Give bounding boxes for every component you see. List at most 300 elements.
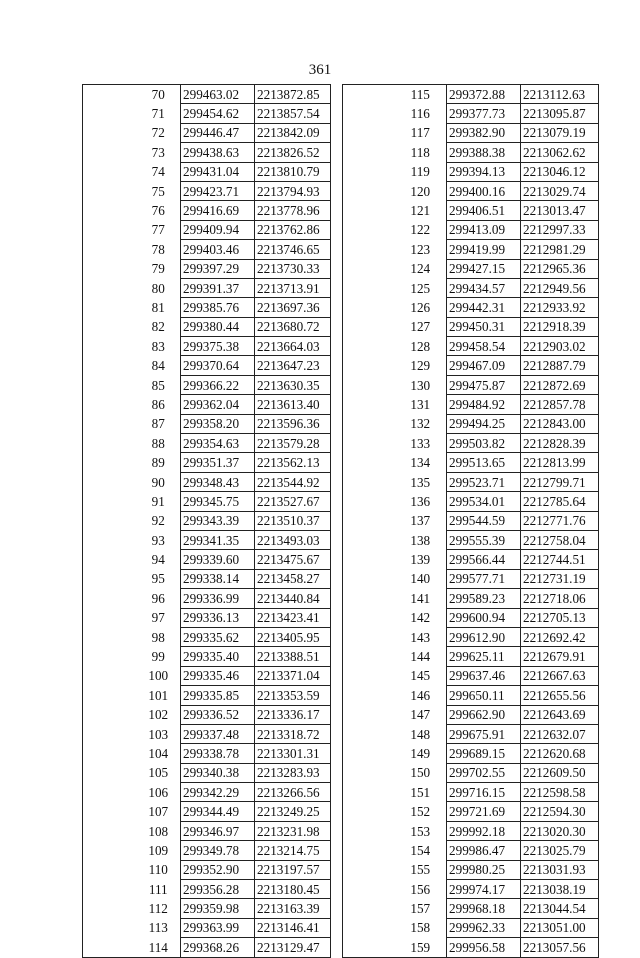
point-number-cell: 143 bbox=[395, 627, 447, 646]
blank-cell bbox=[343, 589, 395, 608]
blank-cell bbox=[83, 511, 137, 530]
table-row bbox=[343, 395, 599, 414]
x-coordinate-cell: 299349.78 bbox=[181, 841, 255, 860]
x-coordinate-cell: 299338.14 bbox=[181, 569, 255, 588]
table-row bbox=[343, 278, 599, 297]
x-coordinate-cell: 299980.25 bbox=[447, 860, 521, 879]
y-coordinate-cell: 2212594.30 bbox=[521, 802, 599, 821]
blank-cell bbox=[83, 375, 137, 394]
point-number-cell: 81 bbox=[137, 298, 181, 317]
point-number-cell: 117 bbox=[395, 123, 447, 142]
x-coordinate-cell: 299566.44 bbox=[447, 550, 521, 569]
table-row bbox=[343, 569, 599, 588]
point-number-cell: 79 bbox=[137, 259, 181, 278]
x-coordinate-cell: 299458.54 bbox=[447, 337, 521, 356]
y-coordinate-cell: 2213544.92 bbox=[255, 472, 331, 491]
x-coordinate-cell: 299423.71 bbox=[181, 181, 255, 200]
point-number-cell: 90 bbox=[137, 472, 181, 491]
point-number-cell: 118 bbox=[395, 143, 447, 162]
point-number-cell: 128 bbox=[395, 337, 447, 356]
blank-cell bbox=[83, 666, 137, 685]
point-number-cell: 74 bbox=[137, 162, 181, 181]
point-number-cell: 77 bbox=[137, 220, 181, 239]
x-coordinate-cell: 299450.31 bbox=[447, 317, 521, 336]
point-number-cell: 111 bbox=[137, 880, 181, 899]
table-row bbox=[343, 860, 599, 879]
table-row bbox=[83, 453, 331, 472]
x-coordinate-cell: 299484.92 bbox=[447, 395, 521, 414]
table-row bbox=[343, 240, 599, 259]
blank-cell bbox=[83, 569, 137, 588]
table-row bbox=[343, 589, 599, 608]
table-row bbox=[343, 608, 599, 627]
y-coordinate-cell: 2213057.56 bbox=[521, 938, 599, 957]
y-coordinate-cell: 2212692.42 bbox=[521, 627, 599, 646]
point-number-cell: 96 bbox=[137, 589, 181, 608]
x-coordinate-cell: 299513.65 bbox=[447, 453, 521, 472]
x-coordinate-cell: 299662.90 bbox=[447, 705, 521, 724]
y-coordinate-cell: 2212620.68 bbox=[521, 744, 599, 763]
y-coordinate-cell: 2212887.79 bbox=[521, 356, 599, 375]
point-number-cell: 127 bbox=[395, 317, 447, 336]
blank-cell bbox=[83, 337, 137, 356]
blank-cell bbox=[343, 356, 395, 375]
coordinate-table-right bbox=[342, 84, 599, 958]
blank-cell bbox=[83, 85, 137, 104]
table-row bbox=[83, 880, 331, 899]
table-row bbox=[343, 918, 599, 937]
blank-cell bbox=[83, 841, 137, 860]
table-row bbox=[83, 938, 331, 957]
x-coordinate-cell: 299356.28 bbox=[181, 880, 255, 899]
blank-cell bbox=[343, 627, 395, 646]
table-row bbox=[343, 724, 599, 743]
point-number-cell: 89 bbox=[137, 453, 181, 472]
y-coordinate-cell: 2212872.69 bbox=[521, 375, 599, 394]
y-coordinate-cell: 2213664.03 bbox=[255, 337, 331, 356]
x-coordinate-cell: 299442.31 bbox=[447, 298, 521, 317]
x-coordinate-cell: 299637.46 bbox=[447, 666, 521, 685]
x-coordinate-cell: 299341.35 bbox=[181, 530, 255, 549]
x-coordinate-cell: 299589.23 bbox=[447, 589, 521, 608]
y-coordinate-cell: 2213458.27 bbox=[255, 569, 331, 588]
point-number-cell: 124 bbox=[395, 259, 447, 278]
table-row bbox=[83, 201, 331, 220]
point-number-cell: 88 bbox=[137, 434, 181, 453]
point-number-cell: 138 bbox=[395, 530, 447, 549]
coordinate-table-left bbox=[82, 84, 331, 958]
blank-cell bbox=[343, 686, 395, 705]
blank-cell bbox=[343, 414, 395, 433]
blank-cell bbox=[343, 337, 395, 356]
y-coordinate-cell: 2213613.40 bbox=[255, 395, 331, 414]
point-number-cell: 132 bbox=[395, 414, 447, 433]
table-row bbox=[83, 724, 331, 743]
point-number-cell: 133 bbox=[395, 434, 447, 453]
y-coordinate-cell: 2213730.33 bbox=[255, 259, 331, 278]
table-row bbox=[83, 686, 331, 705]
x-coordinate-cell: 299431.04 bbox=[181, 162, 255, 181]
point-number-cell: 104 bbox=[137, 744, 181, 763]
point-number-cell: 86 bbox=[137, 395, 181, 414]
table-row bbox=[83, 414, 331, 433]
point-number-cell: 130 bbox=[395, 375, 447, 394]
y-coordinate-cell: 2213031.93 bbox=[521, 860, 599, 879]
table-row bbox=[83, 143, 331, 162]
x-coordinate-cell: 299413.09 bbox=[447, 220, 521, 239]
x-coordinate-cell: 299416.69 bbox=[181, 201, 255, 220]
table-row bbox=[343, 472, 599, 491]
point-number-cell: 72 bbox=[137, 123, 181, 142]
table-row bbox=[83, 899, 331, 918]
y-coordinate-cell: 2213112.63 bbox=[521, 85, 599, 104]
x-coordinate-cell: 299956.58 bbox=[447, 938, 521, 957]
blank-cell bbox=[83, 472, 137, 491]
point-number-cell: 154 bbox=[395, 841, 447, 860]
table-row bbox=[83, 492, 331, 511]
x-coordinate-cell: 299351.37 bbox=[181, 453, 255, 472]
x-coordinate-cell: 299336.52 bbox=[181, 705, 255, 724]
point-number-cell: 84 bbox=[137, 356, 181, 375]
blank-cell bbox=[83, 938, 137, 957]
point-number-cell: 122 bbox=[395, 220, 447, 239]
table-row bbox=[343, 744, 599, 763]
point-number-cell: 119 bbox=[395, 162, 447, 181]
y-coordinate-cell: 2213129.47 bbox=[255, 938, 331, 957]
point-number-cell: 94 bbox=[137, 550, 181, 569]
table-row bbox=[343, 647, 599, 666]
blank-cell bbox=[83, 434, 137, 453]
blank-cell bbox=[343, 860, 395, 879]
table-row bbox=[343, 705, 599, 724]
blank-cell bbox=[343, 201, 395, 220]
x-coordinate-cell: 299625.11 bbox=[447, 647, 521, 666]
y-coordinate-cell: 2213336.17 bbox=[255, 705, 331, 724]
table-row bbox=[83, 744, 331, 763]
x-coordinate-cell: 299363.99 bbox=[181, 918, 255, 937]
blank-cell bbox=[343, 530, 395, 549]
y-coordinate-cell: 2213440.84 bbox=[255, 589, 331, 608]
x-coordinate-cell: 299675.91 bbox=[447, 724, 521, 743]
x-coordinate-cell: 299454.62 bbox=[181, 104, 255, 123]
point-number-cell: 136 bbox=[395, 492, 447, 511]
table-row bbox=[343, 550, 599, 569]
point-number-cell: 142 bbox=[395, 608, 447, 627]
y-coordinate-cell: 2213038.19 bbox=[521, 880, 599, 899]
point-number-cell: 152 bbox=[395, 802, 447, 821]
y-coordinate-cell: 2213214.75 bbox=[255, 841, 331, 860]
y-coordinate-cell: 2212667.63 bbox=[521, 666, 599, 685]
y-coordinate-cell: 2212857.78 bbox=[521, 395, 599, 414]
table-row bbox=[343, 938, 599, 957]
point-number-cell: 109 bbox=[137, 841, 181, 860]
table-row bbox=[83, 530, 331, 549]
point-number-cell: 108 bbox=[137, 821, 181, 840]
blank-cell bbox=[343, 375, 395, 394]
table-row bbox=[83, 472, 331, 491]
y-coordinate-cell: 2213388.51 bbox=[255, 647, 331, 666]
blank-cell bbox=[343, 511, 395, 530]
point-number-cell: 116 bbox=[395, 104, 447, 123]
y-coordinate-cell: 2213510.37 bbox=[255, 511, 331, 530]
y-coordinate-cell: 2213180.45 bbox=[255, 880, 331, 899]
blank-cell bbox=[343, 821, 395, 840]
x-coordinate-cell: 299494.25 bbox=[447, 414, 521, 433]
blank-cell bbox=[343, 104, 395, 123]
y-coordinate-cell: 2213746.65 bbox=[255, 240, 331, 259]
y-coordinate-cell: 2213405.95 bbox=[255, 627, 331, 646]
y-coordinate-cell: 2213020.30 bbox=[521, 821, 599, 840]
y-coordinate-cell: 2212965.36 bbox=[521, 259, 599, 278]
blank-cell bbox=[83, 647, 137, 666]
x-coordinate-cell: 299689.15 bbox=[447, 744, 521, 763]
table-row bbox=[343, 686, 599, 705]
y-coordinate-cell: 2213423.41 bbox=[255, 608, 331, 627]
blank-cell bbox=[83, 744, 137, 763]
point-number-cell: 153 bbox=[395, 821, 447, 840]
x-coordinate-cell: 299716.15 bbox=[447, 783, 521, 802]
blank-cell bbox=[83, 724, 137, 743]
point-number-cell: 148 bbox=[395, 724, 447, 743]
y-coordinate-cell: 2213680.72 bbox=[255, 317, 331, 336]
blank-cell bbox=[83, 298, 137, 317]
blank-cell bbox=[343, 666, 395, 685]
y-coordinate-cell: 2212655.56 bbox=[521, 686, 599, 705]
blank-cell bbox=[83, 162, 137, 181]
y-coordinate-cell: 2212933.92 bbox=[521, 298, 599, 317]
blank-cell bbox=[83, 783, 137, 802]
blank-cell bbox=[83, 220, 137, 239]
blank-cell bbox=[343, 550, 395, 569]
point-number-cell: 99 bbox=[137, 647, 181, 666]
point-number-cell: 80 bbox=[137, 278, 181, 297]
x-coordinate-cell: 299419.99 bbox=[447, 240, 521, 259]
point-number-cell: 121 bbox=[395, 201, 447, 220]
blank-cell bbox=[83, 821, 137, 840]
table-row bbox=[343, 123, 599, 142]
x-coordinate-cell: 299385.76 bbox=[181, 298, 255, 317]
table-row bbox=[83, 550, 331, 569]
blank-cell bbox=[343, 724, 395, 743]
blank-cell bbox=[83, 453, 137, 472]
blank-cell bbox=[343, 492, 395, 511]
x-coordinate-cell: 299342.29 bbox=[181, 783, 255, 802]
y-coordinate-cell: 2212828.39 bbox=[521, 434, 599, 453]
point-number-cell: 95 bbox=[137, 569, 181, 588]
x-coordinate-cell: 299372.88 bbox=[447, 85, 521, 104]
y-coordinate-cell: 2213301.31 bbox=[255, 744, 331, 763]
blank-cell bbox=[343, 181, 395, 200]
x-coordinate-cell: 299555.39 bbox=[447, 530, 521, 549]
point-number-cell: 129 bbox=[395, 356, 447, 375]
x-coordinate-cell: 299434.57 bbox=[447, 278, 521, 297]
point-number-cell: 114 bbox=[137, 938, 181, 957]
table-row bbox=[343, 899, 599, 918]
point-number-cell: 70 bbox=[137, 85, 181, 104]
table-row bbox=[83, 763, 331, 782]
x-coordinate-cell: 299336.99 bbox=[181, 589, 255, 608]
x-coordinate-cell: 299368.26 bbox=[181, 938, 255, 957]
x-coordinate-cell: 299577.71 bbox=[447, 569, 521, 588]
point-number-cell: 120 bbox=[395, 181, 447, 200]
x-coordinate-cell: 299534.01 bbox=[447, 492, 521, 511]
y-coordinate-cell: 2213266.56 bbox=[255, 783, 331, 802]
x-coordinate-cell: 299362.04 bbox=[181, 395, 255, 414]
point-number-cell: 107 bbox=[137, 802, 181, 821]
y-coordinate-cell: 2212679.91 bbox=[521, 647, 599, 666]
point-number-cell: 159 bbox=[395, 938, 447, 957]
point-number-cell: 134 bbox=[395, 453, 447, 472]
point-number-cell: 97 bbox=[137, 608, 181, 627]
blank-cell bbox=[83, 492, 137, 511]
table-row bbox=[343, 298, 599, 317]
table-row bbox=[83, 162, 331, 181]
y-coordinate-cell: 2213044.54 bbox=[521, 899, 599, 918]
blank-cell bbox=[83, 395, 137, 414]
x-coordinate-cell: 299354.63 bbox=[181, 434, 255, 453]
x-coordinate-cell: 299397.29 bbox=[181, 259, 255, 278]
table-row bbox=[343, 414, 599, 433]
x-coordinate-cell: 299544.59 bbox=[447, 511, 521, 530]
point-number-cell: 112 bbox=[137, 899, 181, 918]
x-coordinate-cell: 299394.13 bbox=[447, 162, 521, 181]
y-coordinate-cell: 2213872.85 bbox=[255, 85, 331, 104]
blank-cell bbox=[83, 104, 137, 123]
point-number-cell: 93 bbox=[137, 530, 181, 549]
y-coordinate-cell: 2213794.93 bbox=[255, 181, 331, 200]
x-coordinate-cell: 299344.49 bbox=[181, 802, 255, 821]
y-coordinate-cell: 2213025.79 bbox=[521, 841, 599, 860]
table-row bbox=[343, 201, 599, 220]
table-row bbox=[83, 705, 331, 724]
point-number-cell: 92 bbox=[137, 511, 181, 530]
point-number-cell: 155 bbox=[395, 860, 447, 879]
table-row bbox=[343, 85, 599, 104]
x-coordinate-cell: 299377.73 bbox=[447, 104, 521, 123]
y-coordinate-cell: 2213249.25 bbox=[255, 802, 331, 821]
blank-cell bbox=[343, 938, 395, 957]
point-number-cell: 101 bbox=[137, 686, 181, 705]
table-row bbox=[83, 918, 331, 937]
y-coordinate-cell: 2213762.86 bbox=[255, 220, 331, 239]
y-coordinate-cell: 2212949.56 bbox=[521, 278, 599, 297]
blank-cell bbox=[343, 918, 395, 937]
point-number-cell: 156 bbox=[395, 880, 447, 899]
blank-cell bbox=[83, 802, 137, 821]
x-coordinate-cell: 299403.46 bbox=[181, 240, 255, 259]
table-row bbox=[83, 356, 331, 375]
x-coordinate-cell: 299391.37 bbox=[181, 278, 255, 297]
table-row bbox=[83, 337, 331, 356]
table-row bbox=[343, 763, 599, 782]
blank-cell bbox=[343, 569, 395, 588]
y-coordinate-cell: 2212997.33 bbox=[521, 220, 599, 239]
point-number-cell: 158 bbox=[395, 918, 447, 937]
x-coordinate-cell: 299427.15 bbox=[447, 259, 521, 278]
blank-cell bbox=[83, 278, 137, 297]
blank-cell bbox=[343, 783, 395, 802]
y-coordinate-cell: 2213842.09 bbox=[255, 123, 331, 142]
y-coordinate-cell: 2213146.41 bbox=[255, 918, 331, 937]
point-number-cell: 115 bbox=[395, 85, 447, 104]
y-coordinate-cell: 2212843.00 bbox=[521, 414, 599, 433]
x-coordinate-cell: 299348.43 bbox=[181, 472, 255, 491]
table-row bbox=[83, 298, 331, 317]
blank-cell bbox=[343, 162, 395, 181]
point-number-cell: 85 bbox=[137, 375, 181, 394]
y-coordinate-cell: 2213713.91 bbox=[255, 278, 331, 297]
blank-cell bbox=[343, 608, 395, 627]
table-row bbox=[83, 783, 331, 802]
table-row bbox=[83, 841, 331, 860]
blank-cell bbox=[83, 880, 137, 899]
blank-cell bbox=[343, 298, 395, 317]
table-row bbox=[83, 259, 331, 278]
blank-cell bbox=[343, 220, 395, 239]
point-number-cell: 78 bbox=[137, 240, 181, 259]
point-number-cell: 76 bbox=[137, 201, 181, 220]
blank-cell bbox=[343, 841, 395, 860]
point-number-cell: 151 bbox=[395, 783, 447, 802]
x-coordinate-cell: 299702.55 bbox=[447, 763, 521, 782]
blank-cell bbox=[343, 453, 395, 472]
x-coordinate-cell: 299370.64 bbox=[181, 356, 255, 375]
table-row bbox=[343, 143, 599, 162]
x-coordinate-cell: 299338.78 bbox=[181, 744, 255, 763]
blank-cell bbox=[83, 240, 137, 259]
y-coordinate-cell: 2213826.52 bbox=[255, 143, 331, 162]
table-row bbox=[343, 259, 599, 278]
table-row bbox=[83, 647, 331, 666]
y-coordinate-cell: 2213596.36 bbox=[255, 414, 331, 433]
point-number-cell: 106 bbox=[137, 783, 181, 802]
y-coordinate-cell: 2213371.04 bbox=[255, 666, 331, 685]
point-number-cell: 98 bbox=[137, 627, 181, 646]
y-coordinate-cell: 2213475.67 bbox=[255, 550, 331, 569]
y-coordinate-cell: 2213353.59 bbox=[255, 686, 331, 705]
table-row bbox=[343, 821, 599, 840]
blank-cell bbox=[83, 627, 137, 646]
table-row bbox=[83, 317, 331, 336]
y-coordinate-cell: 2212918.39 bbox=[521, 317, 599, 336]
table-row bbox=[343, 434, 599, 453]
y-coordinate-cell: 2212744.51 bbox=[521, 550, 599, 569]
table-row bbox=[83, 85, 331, 104]
y-coordinate-cell: 2212785.64 bbox=[521, 492, 599, 511]
table-row bbox=[343, 317, 599, 336]
y-coordinate-cell: 2213647.23 bbox=[255, 356, 331, 375]
y-coordinate-cell: 2212632.07 bbox=[521, 724, 599, 743]
table-row bbox=[343, 530, 599, 549]
blank-cell bbox=[83, 608, 137, 627]
x-coordinate-cell: 299974.17 bbox=[447, 880, 521, 899]
y-coordinate-cell: 2212705.13 bbox=[521, 608, 599, 627]
point-number-cell: 157 bbox=[395, 899, 447, 918]
x-coordinate-cell: 299335.46 bbox=[181, 666, 255, 685]
page-number: 361 bbox=[308, 62, 332, 78]
blank-cell bbox=[343, 395, 395, 414]
x-coordinate-cell: 299388.38 bbox=[447, 143, 521, 162]
y-coordinate-cell: 2213562.13 bbox=[255, 453, 331, 472]
x-coordinate-cell: 299339.60 bbox=[181, 550, 255, 569]
table-row bbox=[343, 511, 599, 530]
point-number-cell: 102 bbox=[137, 705, 181, 724]
table-row bbox=[343, 783, 599, 802]
blank-cell bbox=[343, 647, 395, 666]
point-number-cell: 149 bbox=[395, 744, 447, 763]
blank-cell bbox=[83, 550, 137, 569]
blank-cell bbox=[83, 763, 137, 782]
